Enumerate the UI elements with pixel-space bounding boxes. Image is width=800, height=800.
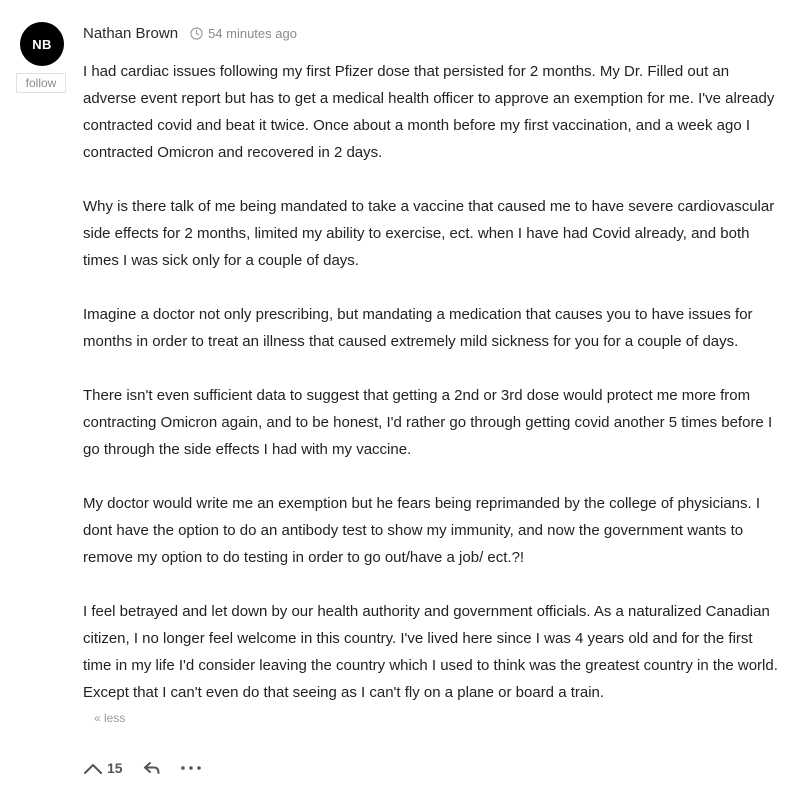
follow-button[interactable]: follow [16,73,66,93]
upvote-count: 15 [107,760,123,776]
upvote-button[interactable] [83,760,123,776]
avatar[interactable] [20,22,64,66]
avatar-column [16,22,68,93]
comment-paragraph: I had cardiac issues following my first Pfizer dose that persisted for 2 months. My Dr. Filled out an adverse event report but has to get a medical health officer to approve an exemption for me. I've already contracted covid and beat it twice. Once about a month before my first vaccination, and a week ago I contracted Omicron and recovered in 2 days. [83,63,775,161]
comment-body [83,58,778,706]
avatar-initials: NB [32,36,52,52]
clock-icon [190,27,203,40]
comment-paragraph: Why is there talk of me being mandated to take a vaccine that caused me to have severe cardiovascular side effects for 2 months, limited my ability to exercise, ect. when I have had Covid already, and both times I was sick only for a couple of days. [83,198,775,269]
timestamp[interactable]: 54 minutes ago [208,25,297,41]
comment-paragraph: My doctor would write me an exemption but he fears being reprimanded by the college of physicians. I dont have the option to do an antibody test to show my immunity, and now the government wants to remove my option to do testing in order to go out/have a job/ ect.?! [83,495,761,566]
author-name[interactable]: Nathan Brown [83,24,179,42]
comment-paragraph: Imagine a doctor not only prescribing, but mandating a medication that causes you to have issues for months in order to treat an illness that caused extremely mild sickness for you for a couple of days. [83,306,753,350]
comment-header [83,24,297,42]
collapse-link[interactable]: « less [94,711,126,725]
comment-paragraph: I feel betrayed and let down by our health authority and government officials. As a naturalized Canadian citizen, I no longer feel welcome in this country. I've lived here since I was 4 years old and for the first time in my life I'd consider leaving the country which I used to think was the greatest country in the world. Except that I can't even do that seeing as I can't fly on a plane or board a train. [83,603,778,701]
timestamp-wrapper [190,26,297,41]
reply-icon[interactable] [143,760,161,776]
comment-actions [83,757,202,779]
chevron-up-icon [83,761,103,775]
comment-paragraph: There isn't even sufficient data to suggest that getting a 2nd or 3rd dose would protect me more from contracting Omicron again, and to be honest, I'd rather go through getting covid another 5 times before I go through the side effects I had with my vaccine. [83,387,773,458]
more-dots-icon[interactable] [180,763,202,773]
